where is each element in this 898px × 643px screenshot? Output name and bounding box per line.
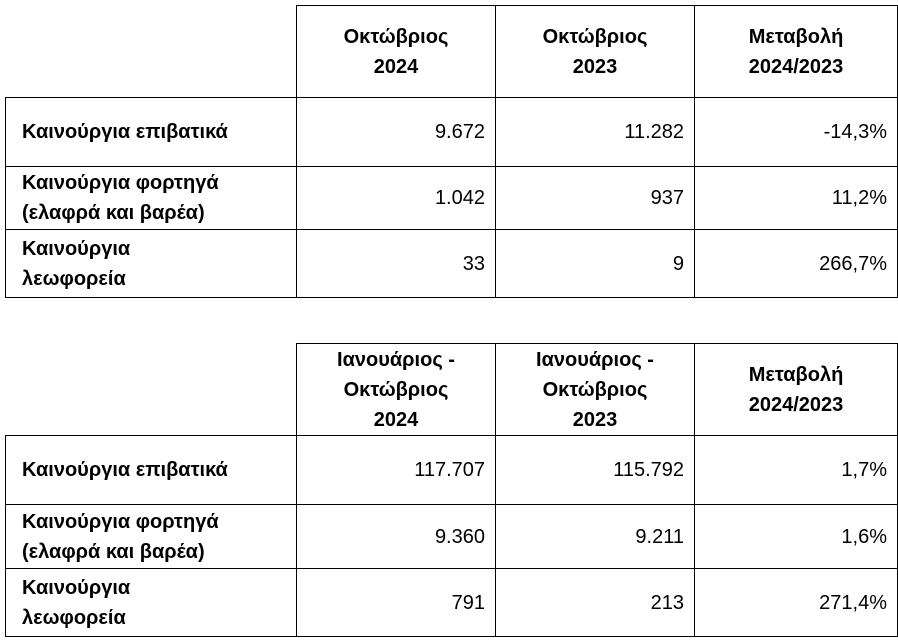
- cell-value-2023: 115.792: [496, 436, 695, 505]
- table-corner-cell: [6, 6, 297, 98]
- row-label-line: Καινούργια επιβατικά: [22, 121, 228, 143]
- row-label-line: λεωφορεία: [22, 267, 126, 290]
- column-header-2023: [496, 344, 695, 436]
- row-label-line: (ελαφρά και βαρέα): [22, 202, 205, 224]
- cell-value-2024: 1.042: [297, 167, 496, 230]
- header-line: 2024: [373, 408, 419, 431]
- row-label-line: λεωφορεία: [22, 606, 126, 629]
- table-row: [6, 436, 898, 505]
- header-line: Οκτώβριος: [343, 25, 449, 48]
- row-label-line: Καινούργια: [22, 237, 131, 260]
- table-header-row: [6, 344, 898, 436]
- table-row: [6, 230, 898, 298]
- cell-value-2024: 791: [297, 569, 496, 637]
- header-line: 2024/2023: [748, 55, 844, 78]
- row-label-line: Καινούργια φορτηγά: [22, 172, 219, 194]
- table-row: [6, 98, 898, 167]
- cell-value-2024: 9.672: [297, 98, 496, 167]
- column-header-2024: [297, 6, 496, 98]
- header-line: Οκτώβριος: [542, 378, 648, 401]
- row-label-line: Καινούργια φορτηγά: [22, 510, 219, 533]
- cell-value-2024: 9.360: [297, 505, 496, 569]
- cell-value-2023: 937: [496, 167, 695, 230]
- table-row: [6, 569, 898, 637]
- header-line: 2023: [572, 408, 618, 431]
- column-header-change: [695, 6, 898, 98]
- october-registrations-table: [5, 5, 898, 298]
- header-line: Οκτώβριος: [343, 378, 449, 401]
- table-row: [6, 167, 898, 230]
- header-line: Οκτώβριος: [542, 25, 648, 48]
- header-line: Ιανουάριος -: [536, 348, 654, 371]
- cell-value-2024: 117.707: [297, 436, 496, 505]
- row-label-line: Καινούργια επιβατικά: [22, 459, 228, 481]
- row-label-line: (ελαφρά και βαρέα): [22, 540, 205, 563]
- cell-value-2024: 33: [297, 230, 496, 298]
- cell-value-change: 1,6%: [695, 505, 898, 569]
- row-label-passenger-cars: [6, 436, 297, 505]
- row-label-trucks: [6, 167, 297, 230]
- cell-value-change: 1,7%: [695, 436, 898, 505]
- row-label-buses: [6, 230, 297, 298]
- header-line: 2023: [572, 55, 618, 78]
- cell-value-change: 266,7%: [695, 230, 898, 298]
- column-header-change: [695, 344, 898, 436]
- row-label-passenger-cars: [6, 98, 297, 167]
- header-line: Ιανουάριος -: [337, 348, 455, 371]
- table-row: [6, 505, 898, 569]
- header-line: Μεταβολή: [748, 25, 844, 48]
- cell-value-2023: 11.282: [496, 98, 695, 167]
- cell-value-2023: 9: [496, 230, 695, 298]
- header-line: 2024: [373, 55, 419, 78]
- header-line: 2024/2023: [748, 393, 844, 416]
- header-line: Μεταβολή: [748, 363, 844, 386]
- cell-value-2023: 213: [496, 569, 695, 637]
- table-header-row: [6, 6, 898, 98]
- cell-value-change: 11,2%: [695, 167, 898, 230]
- column-header-2023: [496, 6, 695, 98]
- cell-value-change: 271,4%: [695, 569, 898, 637]
- row-label-trucks: [6, 505, 297, 569]
- row-label-line: Καινούργια: [22, 576, 131, 599]
- january-october-registrations-table: [5, 343, 898, 637]
- cell-value-2023: 9.211: [496, 505, 695, 569]
- table-corner-cell: [6, 344, 297, 436]
- cell-value-change: -14,3%: [695, 98, 898, 167]
- row-label-buses: [6, 569, 297, 637]
- column-header-2024: [297, 344, 496, 436]
